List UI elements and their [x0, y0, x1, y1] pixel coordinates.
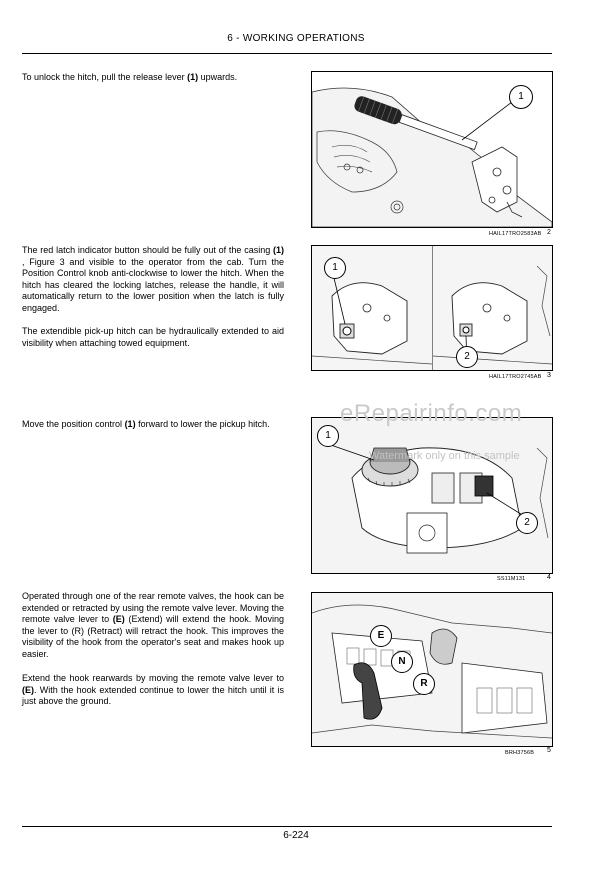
callout-r: R: [413, 673, 435, 695]
callout-2: 2: [516, 512, 538, 534]
figure-ref-code: BRH3756B: [505, 750, 535, 756]
paragraph-extendible-hitch: The extendible pick-up hitch can be hydraulically extended to aid visibility when attaching towed equipment.: [22, 326, 284, 348]
section-header: 6 - WORKING OPERATIONS: [227, 33, 365, 44]
paragraph-unlock-hitch: To unlock the hitch, pull the release lever (1) upwards.: [22, 72, 238, 82]
footer-divider: [22, 826, 552, 827]
figure-latch-casing: [311, 245, 553, 371]
page-number: 6-224: [283, 830, 309, 841]
paragraph-extend-hook: Extend the hook rearwards by moving the remote valve lever to (E). With the hook extended continue to lower the hitch until it is just above the ground.: [22, 673, 284, 707]
figure-number: 4: [547, 574, 551, 581]
position-control-illustration: [312, 418, 552, 573]
figure-ref-code: HAIL17TRO2745AB: [489, 374, 542, 380]
figure-ref-code: SS11M131: [497, 576, 526, 582]
paragraph-remote-valve: Operated through one of the rear remote valves, the hook can be extended or retracted by using the remote valve lever. Moving the remote valve lever to (E) (Extend) will extend the hook. Moving the lever to (R) (Retract) will retract the hook. This improves the visibility of the hook from the operator's seat and makes hook up easier.: [22, 591, 284, 659]
latch-casing-illustration: [312, 246, 552, 370]
figure-position-control: [311, 417, 553, 574]
watermark-text: eRepairinfo.com: [340, 400, 523, 427]
figure-number: 5: [547, 747, 551, 754]
paragraph-latch-indicator: The red latch indicator button should be fully out of the casing (1) , Figure 3 and visible to the operator from the cab. Turn the Position Control knob anti-clockwise to lower the hitch. When the hitch has cleared the locking latches, release the handle, it will automatically return to the lower position when the latch is fully engaged.: [22, 245, 284, 313]
figure-number: 2: [547, 229, 551, 236]
remote-valve-illustration: [312, 593, 552, 746]
callout-2: 2: [456, 346, 478, 368]
callout-e: E: [370, 625, 392, 647]
figure-number: 3: [547, 372, 551, 379]
callout-n: N: [391, 651, 413, 673]
callout-1: 1: [317, 425, 339, 447]
figure-release-lever: [311, 71, 553, 228]
figure-ref-code: HAIL17TRO2583AB: [489, 231, 542, 237]
callout-1: 1: [324, 257, 346, 279]
header-divider: [22, 53, 552, 54]
watermark-subtext: Watermark only on this sample: [369, 450, 520, 462]
paragraph-position-control: Move the position control (1) forward to lower the pickup hitch.: [22, 419, 270, 429]
figure-remote-valve-lever: [311, 592, 553, 747]
callout-1: 1: [509, 85, 533, 109]
